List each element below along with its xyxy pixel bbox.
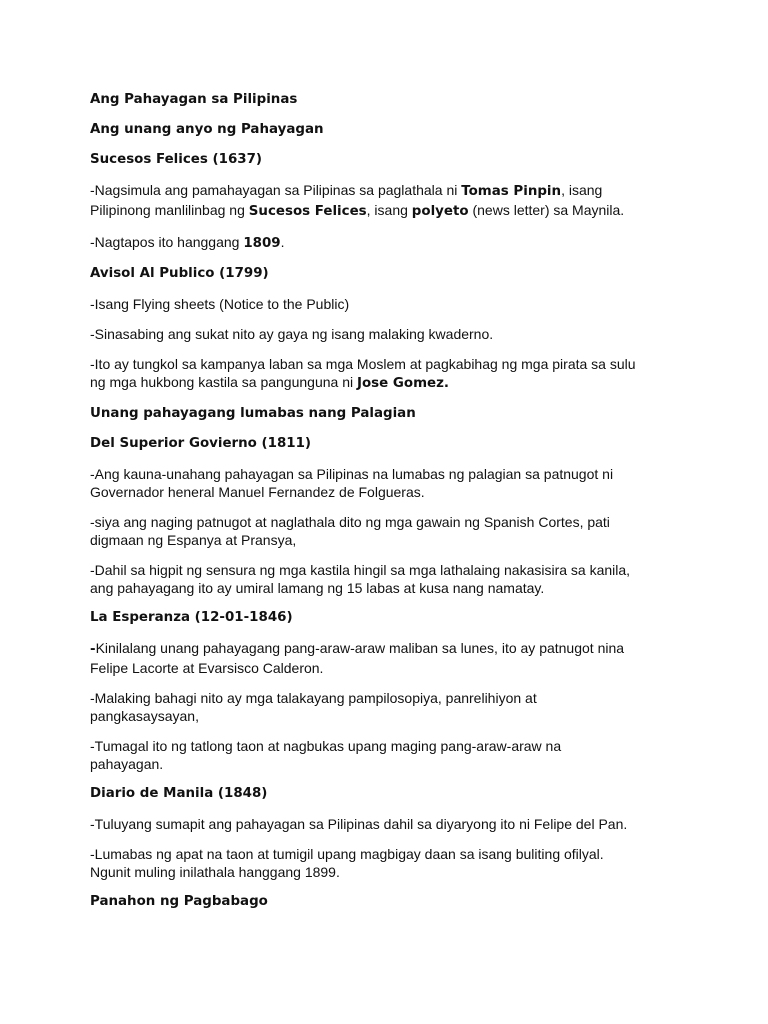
text: -siya ang naging patnugot at naglathala dito ng mga gawain ng Spanish Cortes, pati xyxy=(90,514,610,530)
text: . xyxy=(280,234,285,250)
paragraph-sucesos-1 xyxy=(90,181,690,221)
document-page xyxy=(90,91,690,923)
text: Felipe Lacorte at Evarsisco Calderon. xyxy=(90,660,324,676)
bold-sucesos-felices: Sucesos Felices xyxy=(248,204,367,219)
paragraph-del-superior-3 xyxy=(90,561,690,597)
text: ng mga hukbong kastila sa pangunguna ni xyxy=(90,374,357,390)
paragraph-avisol-2: -Sinasabing ang sukat nito ay gaya ng isang malaking kwaderno. xyxy=(90,326,494,342)
paragraph-avisol-1: -Isang Flying sheets (Notice to the Public) xyxy=(90,296,350,312)
heading-avisol-al-publico: Avisol Al Publico (1799) xyxy=(90,266,269,281)
text: -Malaking bahagi nito ay mga talakayang pampilosopiya, panrelihiyon at xyxy=(90,690,537,706)
paragraph-del-superior-1 xyxy=(90,465,690,501)
heading-sucesos-felices: Sucesos Felices (1637) xyxy=(90,152,263,167)
text: (news letter) sa Maynila. xyxy=(468,202,625,218)
paragraph-del-superior-2 xyxy=(90,513,690,549)
paragraph-avisol-3 xyxy=(90,355,690,393)
section-heading-unang-palagian: Unang pahayagang lumabas nang Palagian xyxy=(90,406,416,421)
text: -Ang kauna-unahang pahayagan sa Pilipinas na lumabas ng palagian sa patnugot ni xyxy=(90,466,614,482)
section-heading-unang-anyo: Ang unang anyo ng Pahayagan xyxy=(90,122,324,137)
text: Governador heneral Manuel Fernandez de Folgueras. xyxy=(90,484,425,500)
bold-year-1809: 1809 xyxy=(243,236,281,251)
text: , isang xyxy=(366,202,412,218)
heading-del-superior-govierno: Del Superior Govierno (1811) xyxy=(90,436,312,451)
text: Ngunit muling inilathala hanggang 1899. xyxy=(90,864,340,880)
heading-la-esperanza: La Esperanza (12-01-1846) xyxy=(90,610,293,625)
text: digmaan ng Espanya at Pransya, xyxy=(90,532,297,548)
paragraph-diario-2 xyxy=(90,845,690,881)
paragraph-diario-1: -Tuluyang sumapit ang pahayagan sa Pilipinas dahil sa diyaryong ito ni Felipe del Pan. xyxy=(90,816,628,832)
bold-name-tomas-pinpin: Tomas Pinpin xyxy=(461,184,562,199)
bold-polyeto: polyeto xyxy=(411,204,469,219)
paragraph-la-esperanza-1 xyxy=(90,639,690,677)
heading-panahon-ng-pagbabago: Panahon ng Pagbabago xyxy=(90,894,268,909)
text: ang pahayagang ito ay umiral lamang ng 15 labas at kusa nang namatay. xyxy=(90,580,545,596)
text: -Nagtapos ito hanggang xyxy=(90,234,244,250)
document-title: Ang Pahayagan sa Pilipinas xyxy=(90,92,298,107)
text: , isang xyxy=(561,182,603,198)
text: -Nagsimula ang pamahayagan sa Pilipinas sa paglathala ni xyxy=(90,182,462,198)
text: -Tumagal ito ng tatlong taon at nagbukas upang maging pang-araw-araw na xyxy=(90,738,562,754)
text: pahayagan. xyxy=(90,756,164,772)
text: Kinilalang unang pahayagang pang-araw-araw maliban sa lunes, ito ay patnugot nina xyxy=(95,640,625,656)
text: -Ito ay tungkol sa kampanya laban sa mga Moslem at pagkabihag ng mga pirata sa sulu xyxy=(90,356,636,372)
text: Pilipinong manlilinbag ng xyxy=(90,202,249,218)
text: -Lumabas ng apat na taon at tumigil upang magbigay daan sa isang buliting ofilyal. xyxy=(90,846,604,862)
bold-dash: - xyxy=(90,642,96,657)
heading-diario-de-manila: Diario de Manila (1848) xyxy=(90,786,268,801)
bold-jose-gomez: Jose Gomez. xyxy=(356,376,449,391)
paragraph-sucesos-2 xyxy=(90,233,690,253)
paragraph-la-esperanza-2 xyxy=(90,689,690,725)
text: -Dahil sa higpit ng sensura ng mga kastila hingil sa mga lathalaing nakasisira sa kanila, xyxy=(90,562,631,578)
text: pangkasaysayan, xyxy=(90,708,199,724)
paragraph-la-esperanza-3 xyxy=(90,737,690,773)
